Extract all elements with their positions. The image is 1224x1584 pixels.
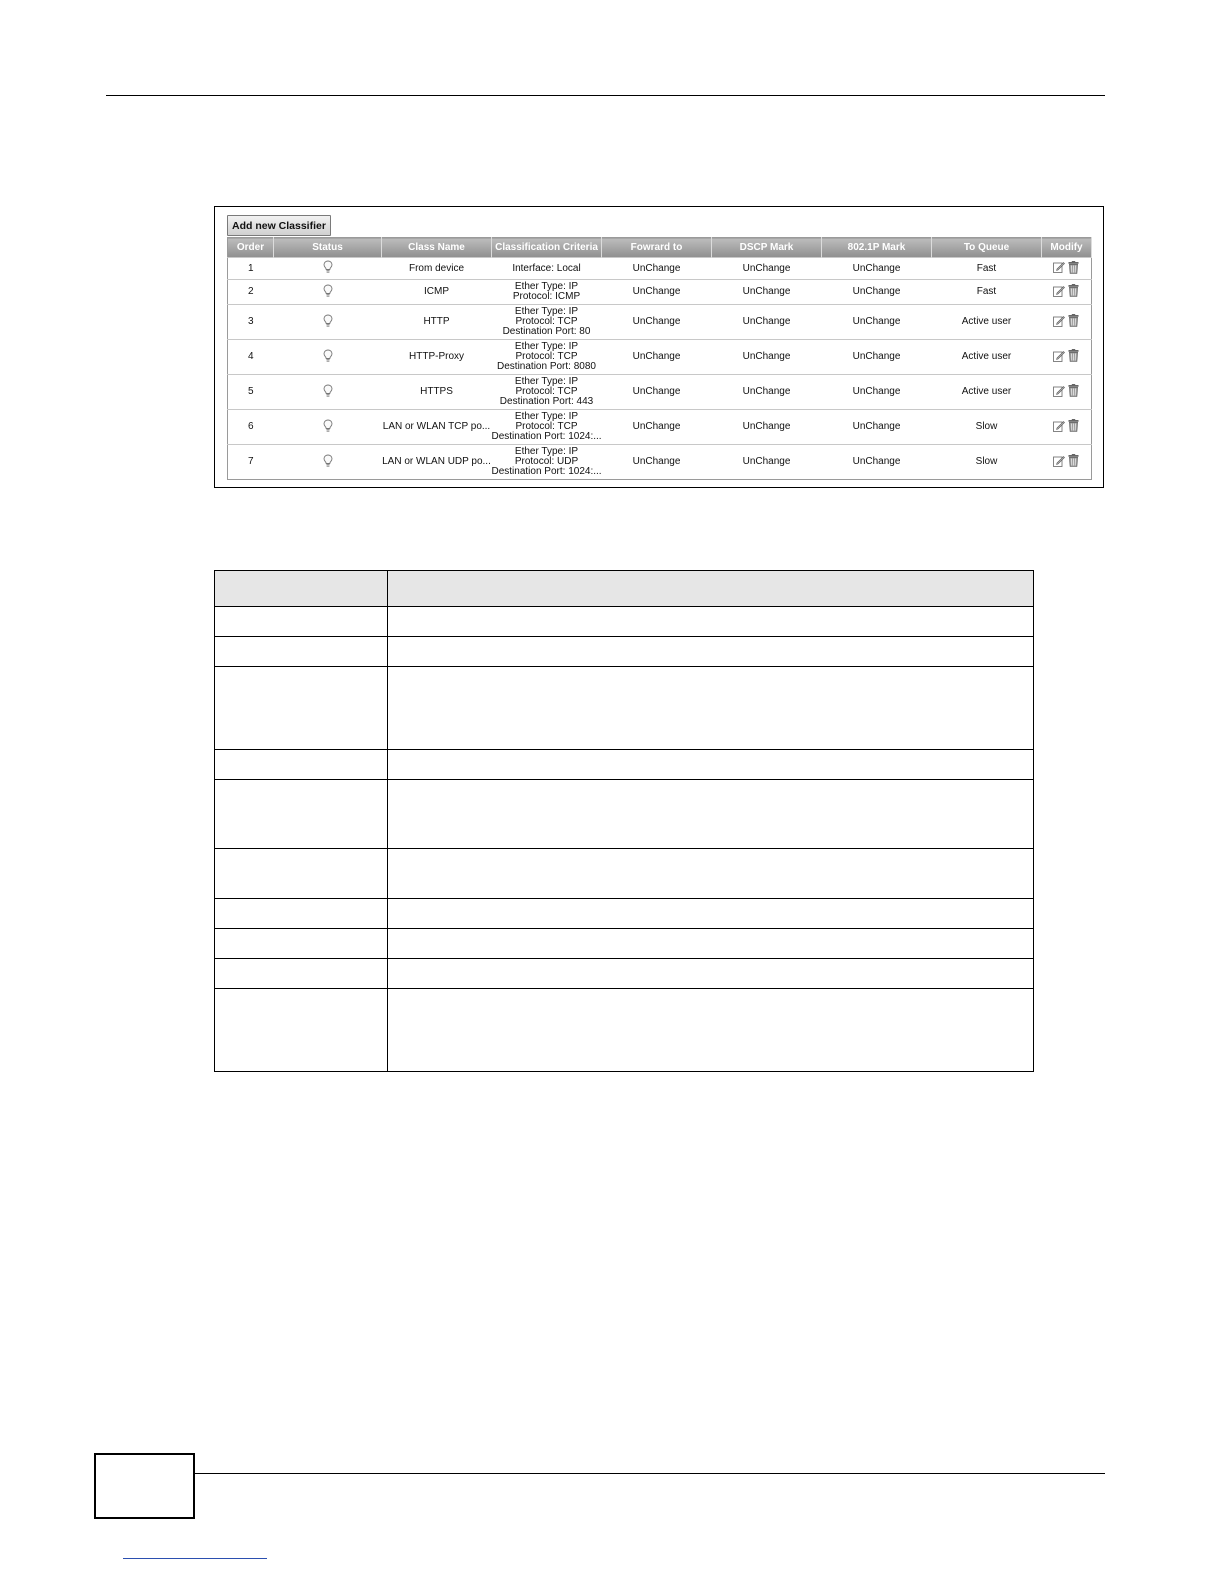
order-cell: 5 xyxy=(228,375,274,410)
lightbulb-icon[interactable] xyxy=(323,454,333,471)
dscp-mark-cell: UnChange xyxy=(712,280,822,305)
criteria-cell xyxy=(492,305,602,340)
edit-icon[interactable] xyxy=(1053,350,1065,365)
col-forward-to: Fowrard to xyxy=(602,238,712,258)
edit-icon[interactable] xyxy=(1053,315,1065,330)
modify-cell xyxy=(1042,258,1092,280)
trash-icon[interactable] xyxy=(1068,314,1079,330)
forward-to-cell: UnChange xyxy=(602,375,712,410)
class-name-cell: LAN or WLAN UDP po... xyxy=(382,445,492,480)
desc-header-label xyxy=(215,571,388,607)
edit-icon[interactable] xyxy=(1053,455,1065,470)
trash-icon[interactable] xyxy=(1068,384,1079,400)
to-queue-cell: Active user xyxy=(932,340,1042,375)
order-cell: 4 xyxy=(228,340,274,375)
to-queue-cell: Active user xyxy=(932,375,1042,410)
status-cell xyxy=(274,445,382,480)
add-new-classifier-button[interactable]: Add new Classifier xyxy=(227,215,331,236)
class-name-cell: LAN or WLAN TCP po... xyxy=(382,410,492,445)
criteria-cell xyxy=(492,375,602,410)
criteria-line: Ether Type: IP xyxy=(514,306,579,317)
table-row xyxy=(228,375,1092,410)
forward-to-cell: UnChange xyxy=(602,410,712,445)
criteria-line: Ether Type: IP xyxy=(514,376,579,387)
criteria-line: Ether Type: IP xyxy=(514,281,579,292)
col-modify: Modify xyxy=(1042,238,1092,258)
criteria-cell xyxy=(492,280,602,305)
criteria-line: Ether Type: IP xyxy=(514,411,579,422)
class-name-cell: ICMP xyxy=(382,280,492,305)
criteria-cell xyxy=(492,340,602,375)
criteria-line: Destination Port: 1024:... xyxy=(491,431,602,442)
table-row xyxy=(228,410,1092,445)
8021p-mark-cell: UnChange xyxy=(822,340,932,375)
status-cell xyxy=(274,410,382,445)
criteria-line: Protocol: UDP xyxy=(514,456,579,467)
lightbulb-icon[interactable] xyxy=(323,314,333,331)
desc-header-row xyxy=(215,571,1034,607)
desc-row xyxy=(215,989,1034,1072)
qos-classifier-screenshot xyxy=(214,206,1104,488)
header-rule xyxy=(106,95,1105,96)
desc-row xyxy=(215,929,1034,959)
forward-to-cell: UnChange xyxy=(602,340,712,375)
table-row xyxy=(228,258,1092,280)
desc-row xyxy=(215,637,1034,667)
table-header-row xyxy=(228,238,1092,258)
criteria-line: Protocol: TCP xyxy=(515,421,578,432)
desc-row xyxy=(215,607,1034,637)
status-cell xyxy=(274,375,382,410)
to-queue-cell: Active user xyxy=(932,305,1042,340)
lightbulb-icon[interactable] xyxy=(323,349,333,366)
modify-cell xyxy=(1042,340,1092,375)
criteria-line: Ether Type: IP xyxy=(514,341,579,352)
status-cell xyxy=(274,340,382,375)
status-cell xyxy=(274,280,382,305)
forward-to-cell: UnChange xyxy=(602,258,712,280)
class-name-cell: From device xyxy=(382,258,492,280)
forward-to-cell: UnChange xyxy=(602,305,712,340)
modify-cell xyxy=(1042,410,1092,445)
trash-icon[interactable] xyxy=(1068,349,1079,365)
8021p-mark-cell: UnChange xyxy=(822,445,932,480)
8021p-mark-cell: UnChange xyxy=(822,305,932,340)
edit-icon[interactable] xyxy=(1053,261,1065,276)
dscp-mark-cell: UnChange xyxy=(712,258,822,280)
criteria-line: Destination Port: 8080 xyxy=(497,361,596,372)
col-class-name: Class Name xyxy=(382,238,492,258)
8021p-mark-cell: UnChange xyxy=(822,258,932,280)
col-status: Status xyxy=(274,238,382,258)
footer-link[interactable] xyxy=(123,1558,267,1559)
trash-icon[interactable] xyxy=(1068,261,1079,277)
criteria-line: Destination Port: 443 xyxy=(499,396,594,407)
to-queue-cell: Slow xyxy=(932,410,1042,445)
dscp-mark-cell: UnChange xyxy=(712,305,822,340)
to-queue-cell: Fast xyxy=(932,280,1042,305)
desc-row xyxy=(215,780,1034,849)
col-dscp-mark: DSCP Mark xyxy=(712,238,822,258)
criteria-cell xyxy=(492,410,602,445)
desc-row xyxy=(215,667,1034,750)
edit-icon[interactable] xyxy=(1053,385,1065,400)
table-row xyxy=(228,445,1092,480)
criteria-line: Protocol: ICMP xyxy=(512,291,581,302)
dscp-mark-cell: UnChange xyxy=(712,445,822,480)
col-classification-criteria: Classification Criteria xyxy=(492,238,602,258)
to-queue-cell: Slow xyxy=(932,445,1042,480)
desc-row xyxy=(215,899,1034,929)
order-cell: 2 xyxy=(228,280,274,305)
criteria-line: Interface: Local xyxy=(512,262,581,274)
criteria-cell xyxy=(492,258,602,280)
dscp-mark-cell: UnChange xyxy=(712,375,822,410)
table-row xyxy=(228,280,1092,305)
dscp-mark-cell: UnChange xyxy=(712,410,822,445)
status-cell xyxy=(274,258,382,280)
criteria-line: Destination Port: 80 xyxy=(502,326,591,337)
criteria-line: Protocol: TCP xyxy=(515,351,578,362)
class-name-cell: HTTP xyxy=(382,305,492,340)
lightbulb-icon[interactable] xyxy=(323,419,333,436)
criteria-line: Protocol: TCP xyxy=(515,316,578,327)
footer-rule xyxy=(193,1473,1105,1474)
trash-icon[interactable] xyxy=(1068,284,1079,300)
desc-row xyxy=(215,750,1034,780)
8021p-mark-cell: UnChange xyxy=(822,375,932,410)
col-to-queue: To Queue xyxy=(932,238,1042,258)
to-queue-cell: Fast xyxy=(932,258,1042,280)
8021p-mark-cell: UnChange xyxy=(822,410,932,445)
status-cell xyxy=(274,305,382,340)
col-8021p-mark: 802.1P Mark xyxy=(822,238,932,258)
trash-icon[interactable] xyxy=(1068,454,1079,470)
8021p-mark-cell: UnChange xyxy=(822,280,932,305)
table-row xyxy=(228,340,1092,375)
classifier-table xyxy=(227,237,1092,480)
order-cell: 6 xyxy=(228,410,274,445)
lightbulb-icon[interactable] xyxy=(323,260,333,277)
col-order: Order xyxy=(228,238,274,258)
class-name-cell: HTTPS xyxy=(382,375,492,410)
desc-row xyxy=(215,959,1034,989)
criteria-line: Destination Port: 1024:... xyxy=(491,466,602,477)
page-number-box xyxy=(94,1453,195,1519)
forward-to-cell: UnChange xyxy=(602,445,712,480)
order-cell: 1 xyxy=(228,258,274,280)
modify-cell xyxy=(1042,280,1092,305)
desc-row xyxy=(215,849,1034,899)
criteria-line: Protocol: TCP xyxy=(515,386,578,397)
edit-icon[interactable] xyxy=(1053,420,1065,435)
lightbulb-icon[interactable] xyxy=(323,384,333,401)
criteria-cell xyxy=(492,445,602,480)
criteria-line: Ether Type: IP xyxy=(514,446,579,457)
trash-icon[interactable] xyxy=(1068,419,1079,435)
order-cell: 7 xyxy=(228,445,274,480)
edit-icon[interactable] xyxy=(1053,285,1065,300)
modify-cell xyxy=(1042,305,1092,340)
field-description-table xyxy=(214,570,1034,1072)
modify-cell xyxy=(1042,375,1092,410)
table-row xyxy=(228,305,1092,340)
modify-cell xyxy=(1042,445,1092,480)
dscp-mark-cell: UnChange xyxy=(712,340,822,375)
lightbulb-icon[interactable] xyxy=(323,284,333,301)
desc-header-description xyxy=(388,571,1034,607)
order-cell: 3 xyxy=(228,305,274,340)
forward-to-cell: UnChange xyxy=(602,280,712,305)
class-name-cell: HTTP-Proxy xyxy=(382,340,492,375)
